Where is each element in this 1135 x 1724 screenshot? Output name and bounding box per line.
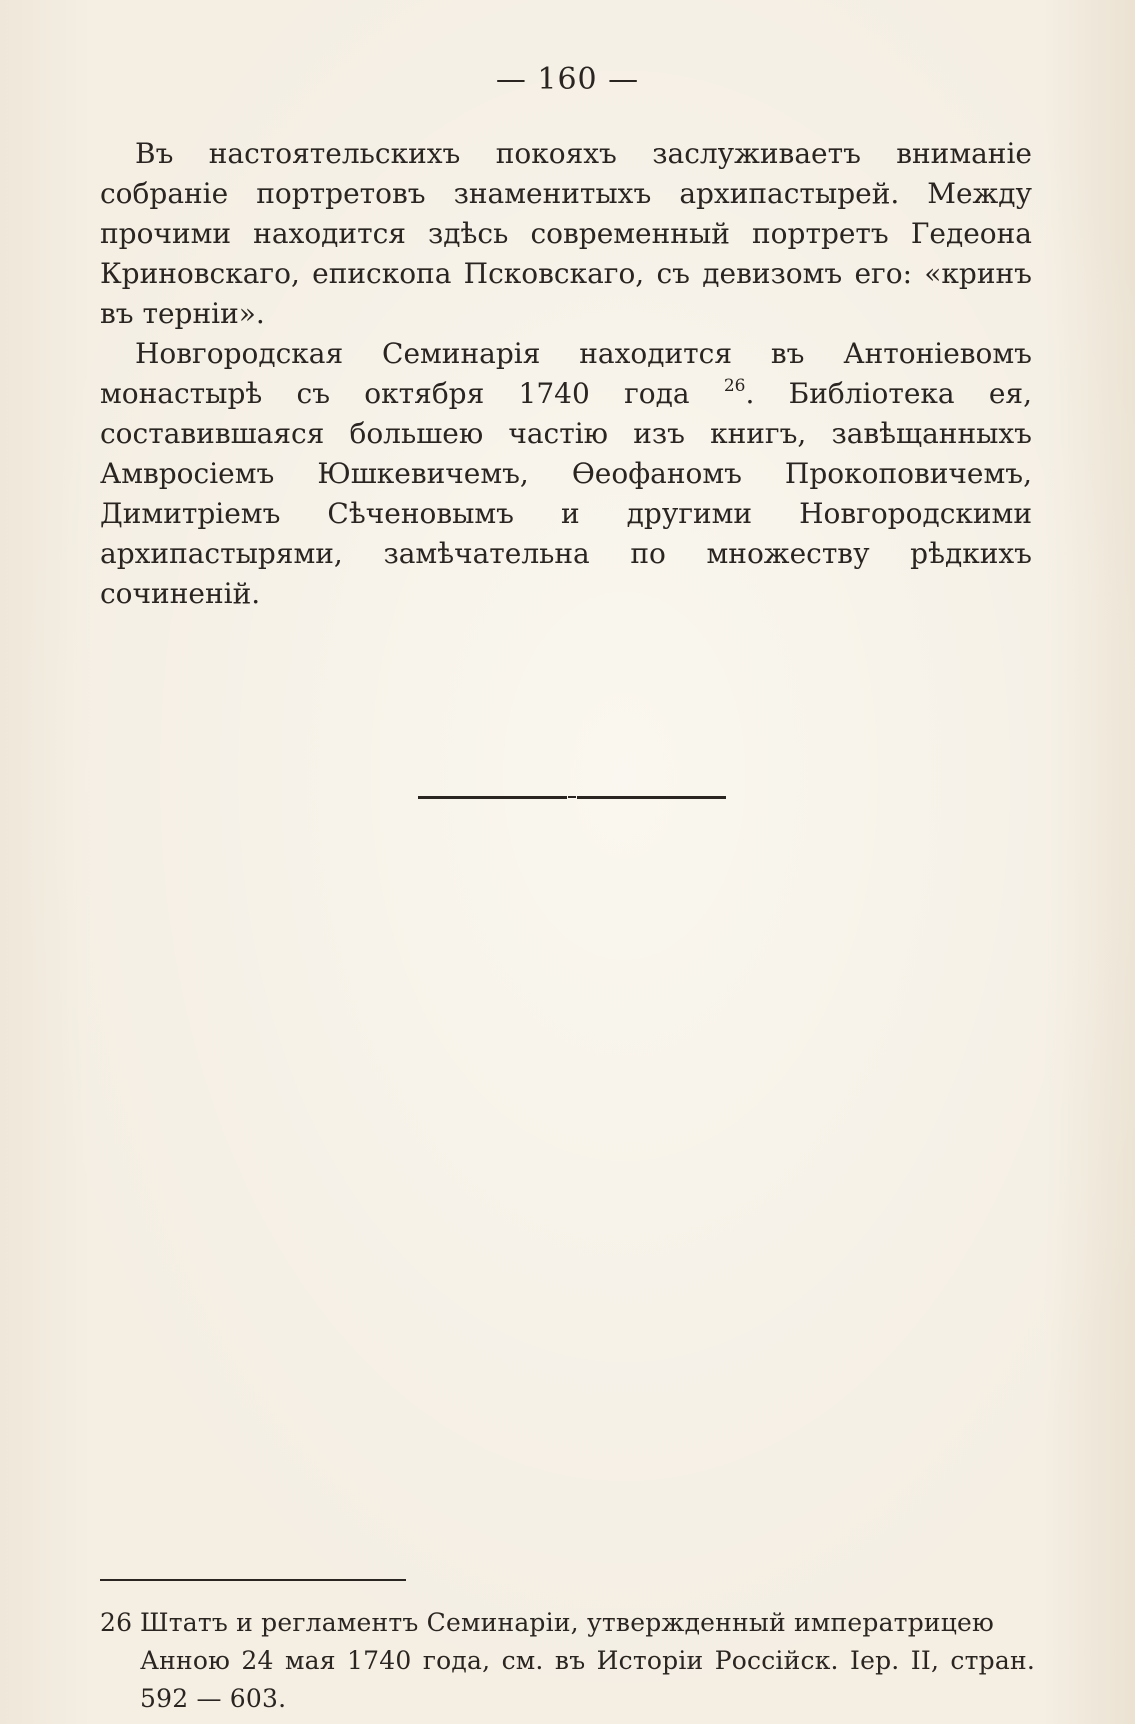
footnote-separator xyxy=(100,1579,406,1581)
footnote-number: 26 xyxy=(100,1608,133,1637)
divider-center-mark xyxy=(568,796,576,798)
main-text xyxy=(100,134,1032,614)
footnote-text-line-1: Штатъ и регламентъ Семинаріи, утвержденный императрицею xyxy=(140,1608,995,1637)
page-number: — 160 — xyxy=(495,62,640,97)
divider-right-rule xyxy=(577,796,726,799)
footnote-reference: 26 xyxy=(723,376,746,396)
paragraph-2-end: . Библіотека ея, составившаяся большею частію изъ книгъ, завѣщанныхъ Амвросіемъ Юшкевичемъ, Ѳеофаномъ Прокоповичемъ, Димитріемъ Сѣченовымъ и другими Новгородскими архипастырями, замѣчательна по множеству рѣдкихъ сочиненій. xyxy=(100,377,1032,610)
footnote-text-continuation: Анною 24 мая 1740 года, см. въ Исторіи Россійск. Іер. II, стран. 592 — 603. xyxy=(140,1646,1035,1713)
paragraph-2 xyxy=(100,334,1032,614)
divider-left-rule xyxy=(418,796,567,799)
paragraph-2-start: Новгородская Семинарія находится въ Антоніевомъ монастырѣ съ октября 1740 года xyxy=(100,337,1032,410)
section-divider xyxy=(418,795,726,799)
paragraph-1: Въ настоятельскихъ покояхъ заслуживаетъ вниманіе собраніе портретовъ знаменитыхъ архипастырей. Между прочими находится здѣсь современный портретъ Гедеона Криновскаго, епископа Псковскаго, съ девизомъ его: «кринъ въ терніи». xyxy=(100,137,1032,330)
footnote-26 xyxy=(100,1604,1035,1718)
